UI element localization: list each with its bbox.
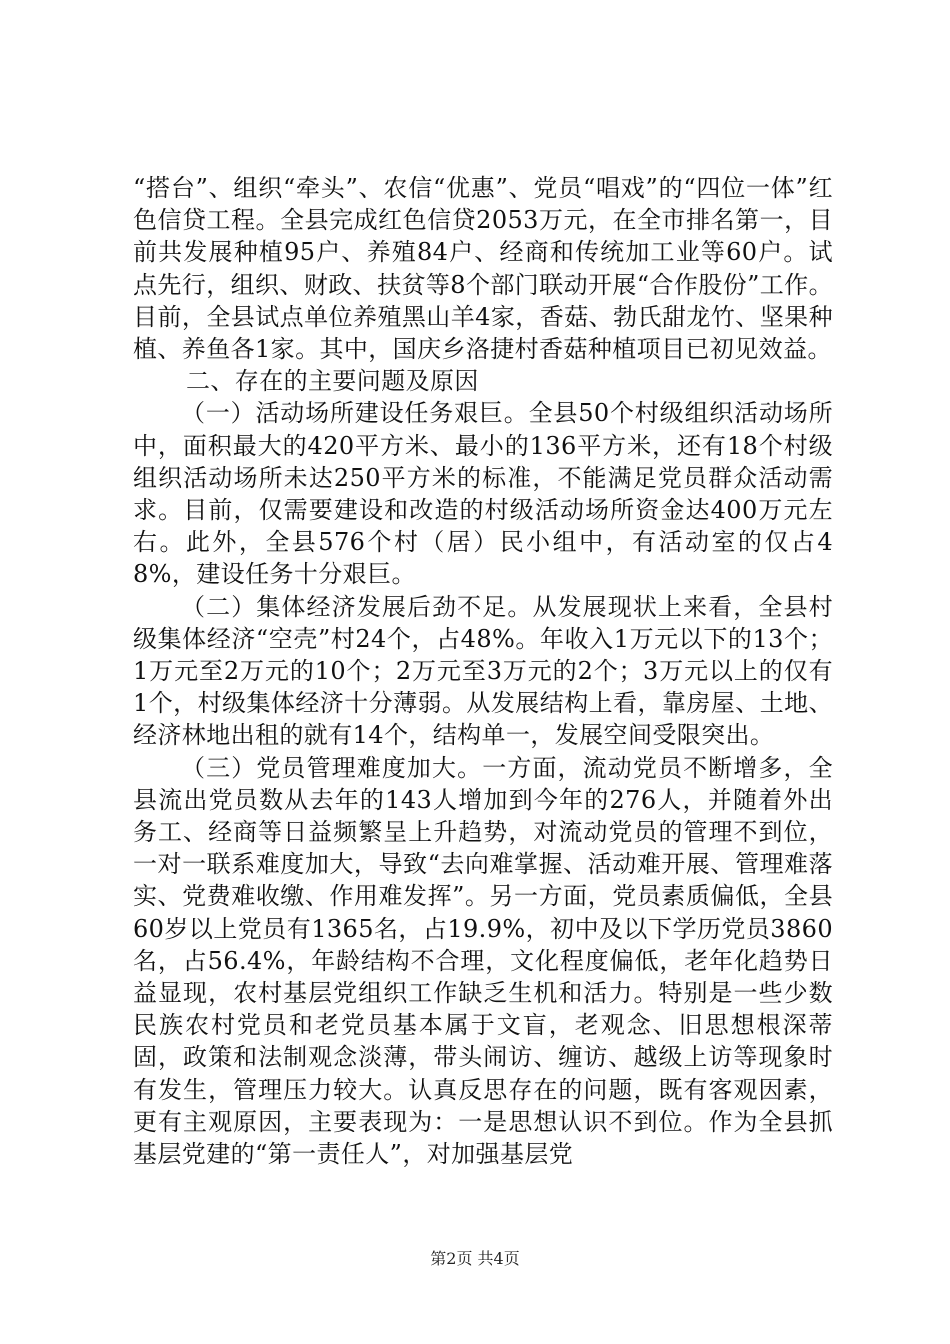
paragraph-red-credit: “搭台”、组织“牵头”、农信“优惠”、党员“唱戏”的“四位一体”红色信贷工程。全县完成红色信贷2053万元，在全市排名第一，目前共发展种植95户、养殖84户、经商和传统加工业等60户。试点先行，组织、财政、扶贫等8个部门联动开展“合作股份”工作。目前，全县试点单位养殖黑山羊4家，香菇、勃氏甜龙竹、坚果种植、养鱼各1家。其中，国庆乡洛捷村香菇种植项目已初见效益。 (133, 174, 833, 364)
document-body (133, 172, 833, 1170)
section-heading-problems: 二、存在的主要问题及原因 (186, 367, 479, 396)
paragraph-activity-venues: （一）活动场所建设任务艰巨。全县50个村级组织活动场所中，面积最大的420平方米、最小的136平方米，还有18个村级组织活动场所未达250平方米的标准，不能满足党员群众活动需求。目前，仅需要建设和改造的村级活动场所资金达400万元左右。此外，全县576个村（居）民小组中，有活动室的仅占48%，建设任务十分艰巨。 (133, 399, 833, 589)
paragraph-party-member-management: （三）党员管理难度加大。一方面，流动党员不断增多，全县流出党员数从去年的143人增加到今年的276人，并随着外出务工、经商等日益频繁呈上升趋势，对流动党员的管理不到位，一对一联系难度加大，导致“去向难掌握、活动难开展、管理难落实、党费难收缴、作用难发挥”。另一方面，党员素质偏低，全县60岁以上党员有1365名，占19.9%，初中及以下学历党员3860名，占56.4%，年龄结构不合理，文化程度偏低，老年化趋势日益显现，农村基层党组织工作缺乏生机和活力。特别是一些少数民族农村党员和老党员基本属于文盲，老观念、旧思想根深蒂固，政策和法制观念淡薄，带头闹访、缠访、越级上访等现象时有发生，管理压力较大。认真反思存在的问题，既有客观因素，更有主观原因，主要表现为：一是思想认识不到位。作为全县抓基层党建的“第一责任人”，对加强基层党 (133, 753, 833, 1169)
paragraph-collective-economy: （二）集体经济发展后劲不足。从发展现状上来看，全县村级集体经济“空壳”村24个，占48%。年收入1万元以下的13个；1万元至2万元的10个；2万元至3万元的2个；3万元以上的仅有1个，村级集体经济十分薄弱。从发展结构上看，靠房屋、土地、经济林地出租的就有14个，结构单一，发展空间受限突出。 (133, 592, 833, 750)
page-footer: 第2页 共4页 (430, 1249, 520, 1268)
